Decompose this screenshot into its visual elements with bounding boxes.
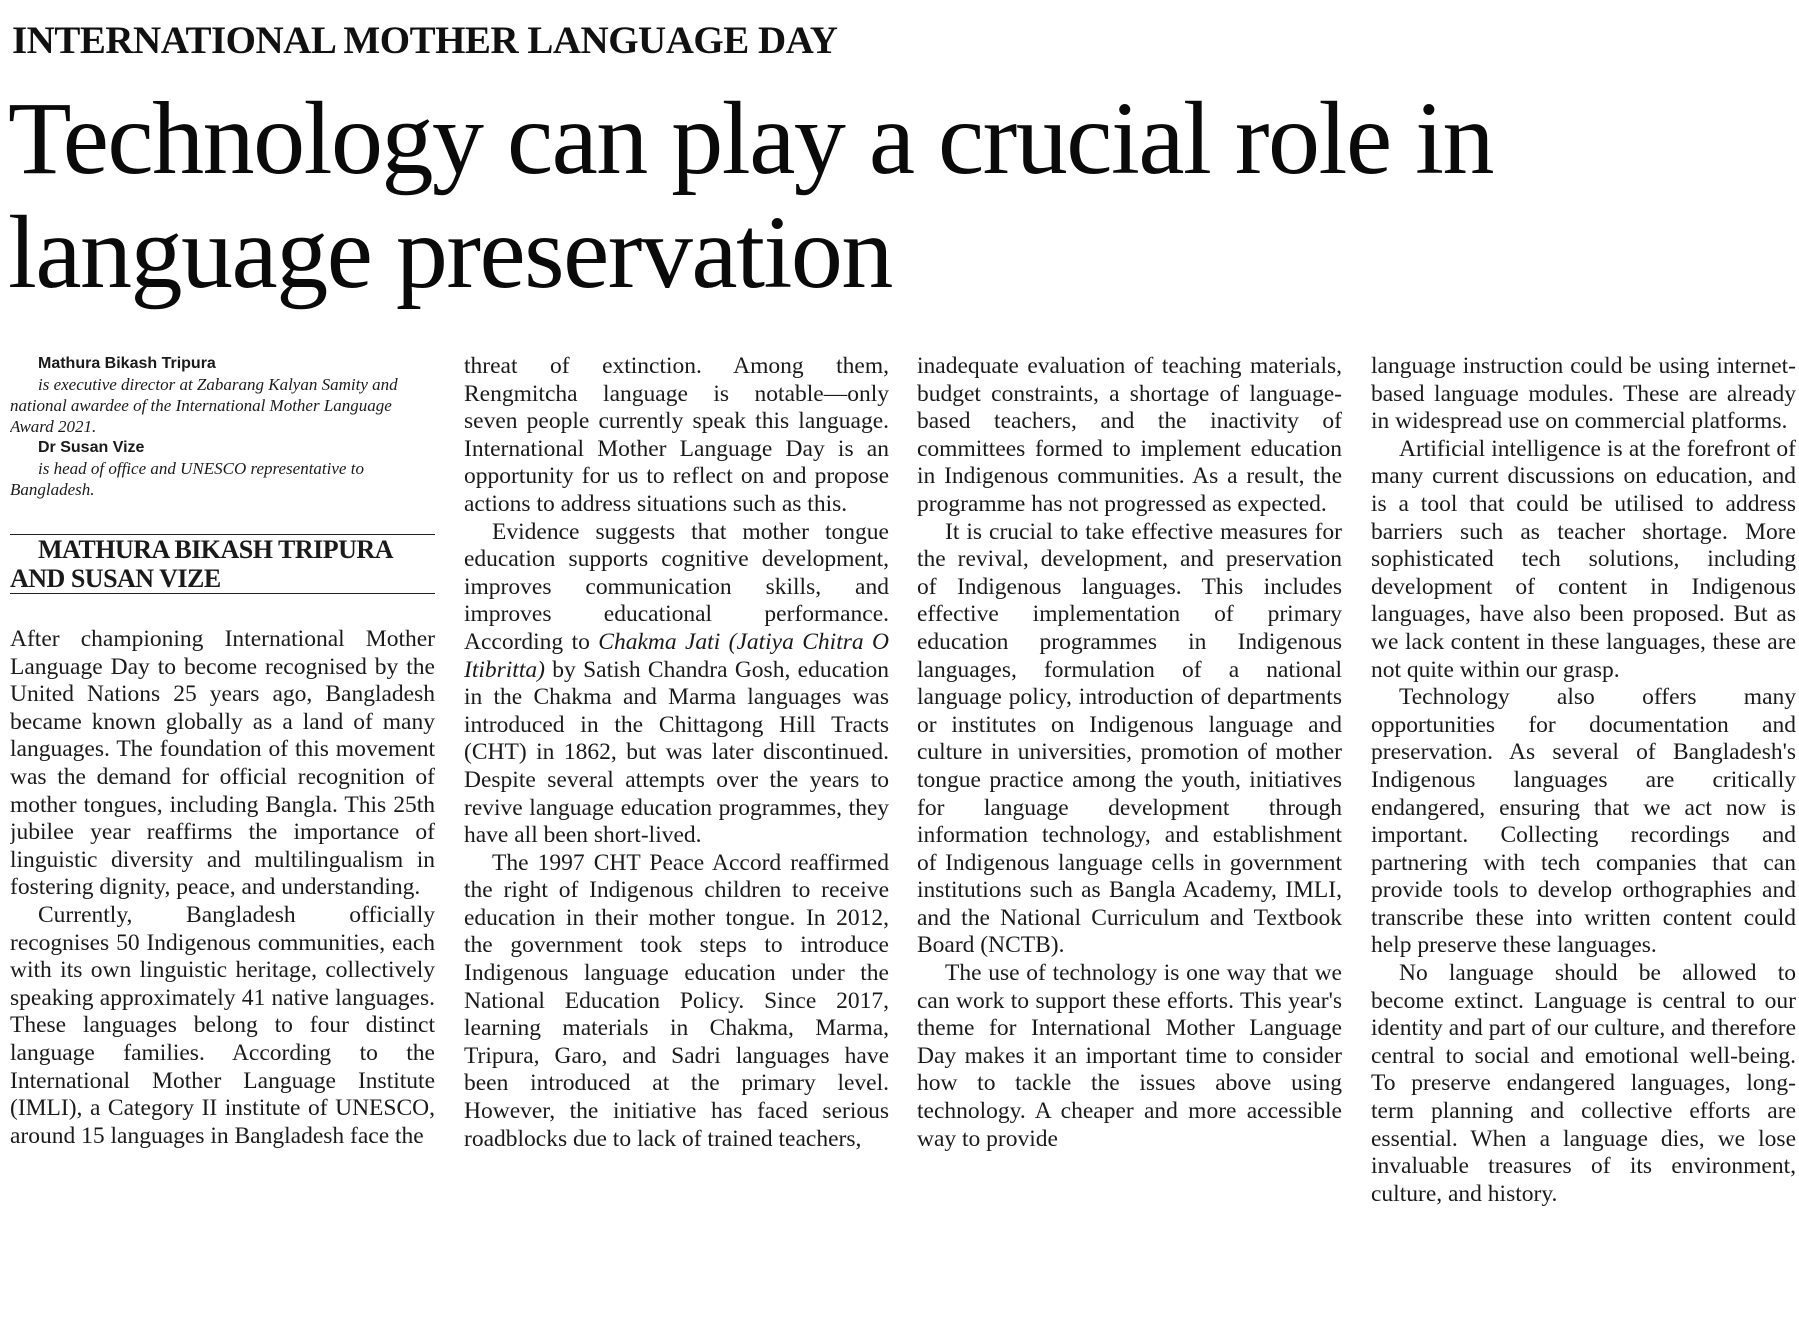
- paragraph: Artificial intelligence is at the forefront of many current discussions on education, and is a tool that could be utilised to address barriers such as teacher shortage. More sophisticated tech solutions, including development of content in Indigenous languages, have also been proposed. But as we lack content in these languages, these are not quite within our grasp.: [1371, 435, 1796, 683]
- paragraph: Currently, Bangladesh officially recognises 50 Indigenous communities, each with its own linguistic heritage, collectively speaking approximately 41 native languages. These languages belong to four distinct language families. According to the International Mother Language Institute (IMLI), a Category II institute of UNESCO, around 15 languages in Bangladesh face the: [10, 901, 435, 1149]
- section-kicker: INTERNATIONAL MOTHER LANGUAGE DAY: [12, 19, 838, 62]
- paragraph: The use of technology is one way that we can work to support these efforts. This year's theme for International Mother Language Day makes it an important time to consider how to tackle the issues above using technology. A cheaper and more accessible way to provide: [917, 960, 1342, 1152]
- article-column-1: [10, 353, 435, 1333]
- author-bio-1: [10, 353, 435, 437]
- article-headline: Technology can play a crucial role in language preservation: [8, 81, 1493, 310]
- paragraph-text: by Satish Chandra Gosh, education in the Chakma and Marma languages was introduced in the Chittagong Hill Tracts (CHT) in 1862, but was later discontinued. Despite several attempts over the years to revive language education programmes, they have all been short-lived.: [464, 656, 889, 849]
- paragraph: language instruction could be using internet-based language modules. These are already in widespread use on commercial platforms.: [1371, 353, 1796, 435]
- author-bio-2: [10, 437, 435, 500]
- paragraph: The 1997 CHT Peace Accord reaffirmed the right of Indigenous children to receive education in their mother tongue. In 2012, the government took steps to introduce Indigenous language education under the National Education Policy. Since 2017, learning materials in Chakma, Marma, Tripura, Garo, and Sadri languages have been introduced at the primary level. However, the initiative has faced serious roadblocks due to lack of trained teachers,: [464, 849, 889, 1152]
- paragraph: threat of extinction. Among them, Rengmitcha language is notable—only seven people currently speak this language. International Mother Language Day is an opportunity for us to reflect on and propose actions to address situations such as this.: [464, 353, 889, 517]
- author-bio-text: is executive director at Zabarang Kalyan Samity and national awardee of the International Mother Language Award 2021.: [10, 375, 398, 436]
- paragraph: [464, 519, 889, 850]
- paragraph: inadequate evaluation of teaching materials, budget constraints, a shortage of language-based teachers, and the inactivity of committees formed to implement education in Indigenous communities. As a result, the programme has not progressed as expected.: [917, 353, 1342, 517]
- paragraph: It is crucial to take effective measures for the revival, development, and preservation of Indigenous languages. This includes effective implementation of primary education programmes in Indigenous languages, formulation of a national language policy, introduction of departments or institutes on Indigenous language and culture in universities, promotion of mother tongue practice among the youth, initiatives for language development through information technology, and establishment of Indigenous language cells in government institutions such as Bangla Academy, IMLI, and the National Curriculum and Textbook Board (NCTB).: [917, 518, 1342, 959]
- author-bio-text: is head of office and UNESCO representative to Bangladesh.: [10, 459, 364, 499]
- author-name: Dr Susan Vize: [38, 439, 145, 456]
- article-column-2: [464, 353, 889, 1333]
- article-column-4: [1371, 353, 1796, 1333]
- article-column-3: [917, 353, 1342, 1333]
- paragraph: After championing International Mother Language Day to become recognised by the United Nations 25 years ago, Bangladesh became known globally as a land of many languages. The foundation of this movement was the demand for official recognition of mother tongues, including Bangla. This 25th jubilee year reaffirms the importance of linguistic diversity and multilingualism in fostering dignity, peace, and understanding.: [10, 626, 435, 901]
- paragraph: Technology also offers many opportunities for documentation and preservation. As several of Bangladesh's Indigenous languages are critically endangered, ensuring that we act now is important. Collecting recordings and partnering with tech companies that can provide tools to develop orthographies and transcribe these into written content could help preserve these languages.: [1371, 684, 1796, 959]
- byline: MATHURA BIKASH TRIPURA AND SUSAN VIZE: [10, 535, 392, 593]
- paragraph-text: Evidence suggests that mother tongue education supports cognitive development, improves communication skills, and improves educational performance. According to: [464, 518, 889, 655]
- paragraph: No language should be allowed to become extinct. Language is central to our identity and part of our culture, and therefore central to social and emotional well-being. To preserve endangered languages, long-term planning and collective efforts are essential. When a language dies, we lose invaluable treasures of its environment, culture, and history.: [1371, 960, 1796, 1207]
- author-name: Mathura Bikash Tripura: [38, 355, 216, 372]
- book-title: Chakma Jati (Jatiya Chitra O Itibritta): [464, 628, 889, 683]
